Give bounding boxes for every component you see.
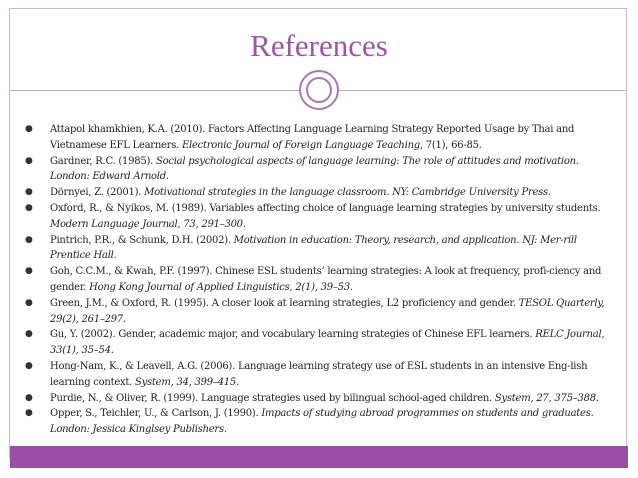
reference-item: ● Green, J.M., & Oxford, R. (1995). A closer look at learning strategies, L2 proficiency and gender. TESOL Quarterly, 29(2), 261–297. — [25, 297, 605, 325]
bullet-icon: ● — [25, 329, 33, 340]
reference-item: ● Purdie, N., & Oliver, R. (1999). Language strategies used by bilingual school-aged children. System, 27, 375–388. — [25, 391, 617, 407]
reference-item: ● Gardner, R.C. (1985). Social psychological aspects of language learning: The role of attitudes and motivation. London: Edward Arnold. — [25, 155, 579, 183]
circle-ornament-icon — [299, 70, 339, 110]
reference-item: ● Oxford, R., & Nyikos, M. (1989). Variables affecting choice of language learning strategies by university students. Modern Language Journal, 73, 291–300. — [25, 202, 601, 230]
reference-item: ● Goh, C.C.M., & Kwah, P.F. (1997). Chinese ESL students’ learning strategies: A look at frequency, profi-ciency and gender. Hong Kong Journal of Applied Linguistics, 2(1), 39–53. — [25, 266, 602, 293]
reference-item: ● Pintrich, P.R., & Schunk, D.H. (2002). Motivation in education: Theory, research, and application. NJ: Mer-rill Prentice Hall. — [25, 234, 577, 262]
bullet-icon: ● — [25, 408, 33, 419]
reference-item: ● Dörnyei, Z. (2001). Motivational strategies in the language classroom. NY: Cambridge University Press. — [25, 185, 617, 201]
reference-item: ● Attapol khamkhien, K.A. (2010). Factors Affecting Language Learning Strategy Reported Usage by Thai and Vietnamese EFL Learners. Electronic Journal of Foreign Language Teaching, 7(1), 66-85. — [25, 124, 575, 151]
bullet-icon: ● — [25, 266, 33, 277]
bottom-accent-bar — [10, 446, 628, 468]
bullet-icon: ● — [25, 392, 33, 403]
bullet-icon: ● — [25, 155, 33, 166]
reference-list — [25, 122, 617, 438]
bullet-icon: ● — [25, 360, 33, 371]
bullet-icon: ● — [25, 234, 33, 245]
slide-title: References — [250, 28, 388, 63]
reference-item: ● Gu, Y. (2002). Gender, academic major, and vocabulary learning strategies of Chinese EFL learners. RELC Journal, 33(1), 35–54. — [25, 329, 605, 357]
bullet-icon: ● — [25, 297, 33, 308]
bullet-icon: ● — [25, 187, 33, 198]
bullet-icon: ● — [25, 202, 33, 213]
reference-item: ● Hong-Nam, K., & Leavell, A.G. (2006). Language learning strategy use of ESL students in an intensive Eng-lish learning context. System, 34, 399–415. — [25, 360, 588, 388]
reference-item: ● Opper, S., Teichler, U., & Carlson, J. (1990). Impacts of studying abroad programmes on students and graduates. London: Jessica Kinglsey Publishers. — [25, 408, 594, 436]
bullet-icon: ● — [25, 124, 33, 134]
